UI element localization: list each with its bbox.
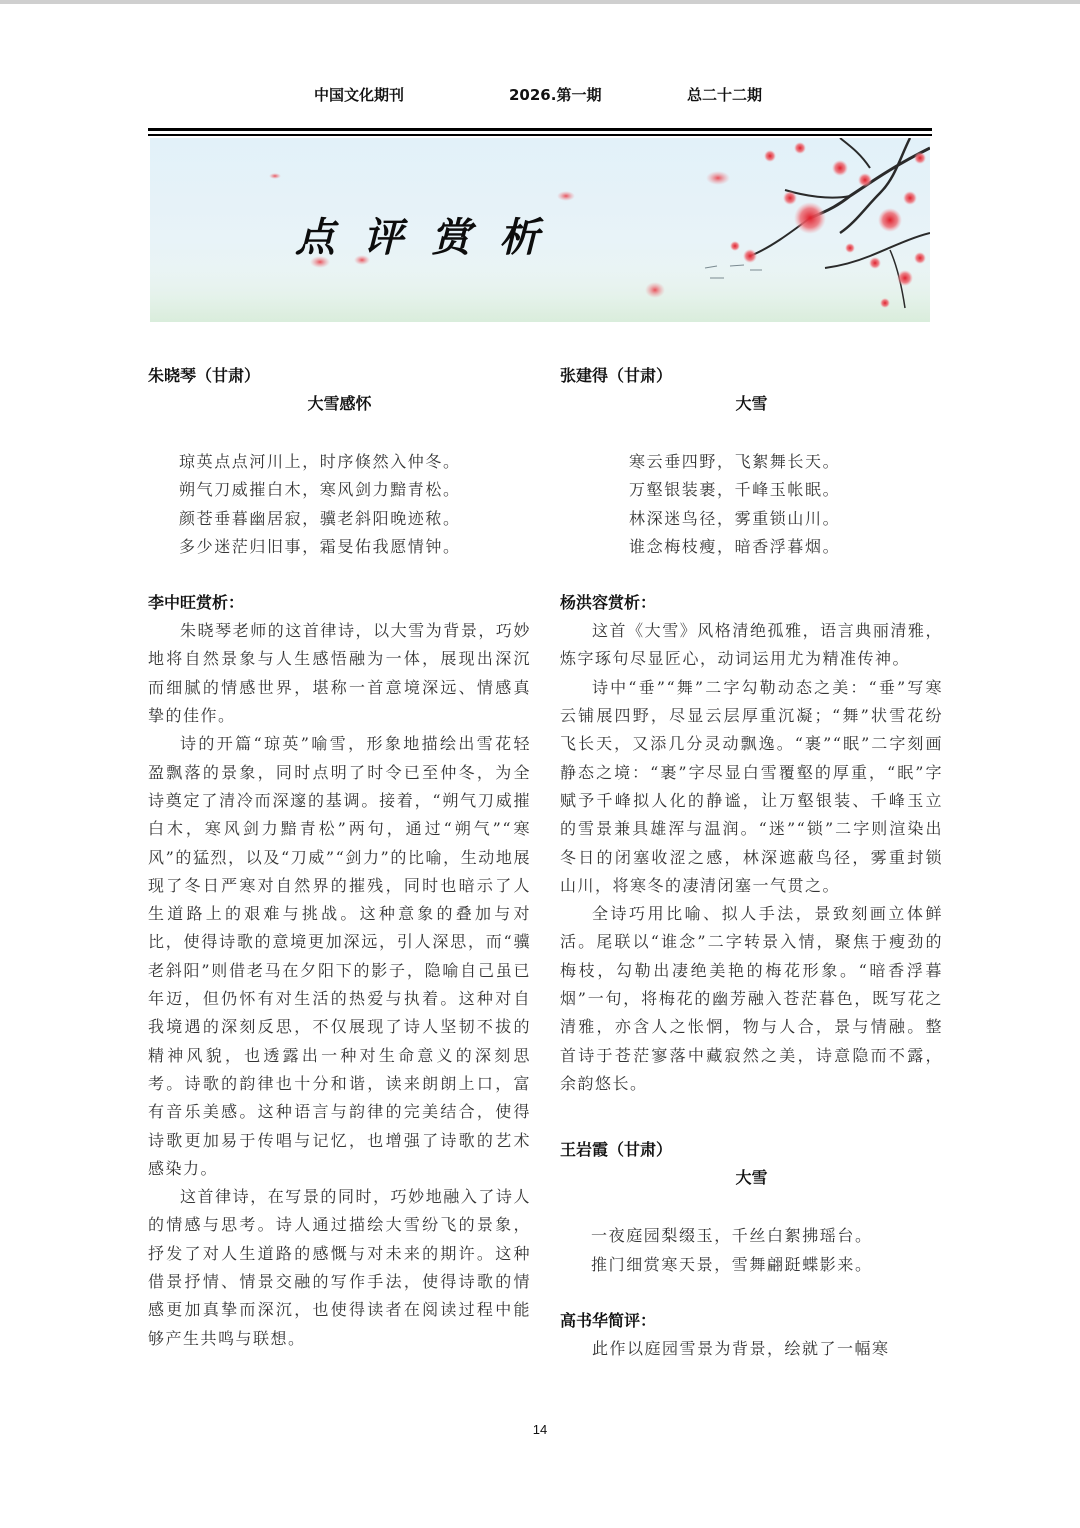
poem-line: 琼英点点河川上，时序倏然入仲冬。	[179, 452, 461, 471]
masthead	[0, 84, 1080, 106]
poem-line: 推门细赏寒天景，雪舞翩跹蝶影来。	[591, 1254, 873, 1274]
poem-author: 朱晓琴（甘肃）	[148, 366, 261, 385]
poem-line: 朔气刀威摧白木，寒风剑力黯青松。	[179, 480, 461, 500]
review-paragraph: 这首律诗，在写景的同时，巧妙地融入了诗人的情感与思考。诗人通过描绘大雪纷飞的景象，抒发了对人生道路的感慨与对未来的期许。这种借景抒情、情景交融的写作手法，使得诗歌的情感更加真挚而深沉，也使得读者在阅读过程中能够产生共鸣与联想。	[148, 1187, 531, 1348]
review-paragraph: 朱晓琴老师的这首律诗，以大雪为背景，巧妙地将自然景象与人生感悟融为一体，展现出深沉而细腻的情感世界，堪称一首意境深远、情感真挚的佳作。	[148, 621, 531, 726]
header-rule-thick	[148, 128, 932, 131]
review-paragraph: 诗的开篇“琼英”喻雪，形象地描绘出雪花轻盈飘落的景象，同时点明了时令已至仲冬，为全诗奠定了清冷而深邃的基调。接着，“朔气刀威摧白木，寒风剑力黯青松”两句，通过“朔气”“寒风”的猛烈，以及“刀威”“剑力”的比喻，生动地展现了冬日严寒对自然界的摧残，同时也暗示了人生道路上的艰难与挑战。这种意象的叠加与对比，使得诗歌的意境更加深远，引人深思，而“骥老斜阳”则借老马在夕阳下的影子，隐喻自己虽已年迈，但仍怀有对生活的热爱与执着。这种对自我境遇的深刻反思，不仅展现了诗人坚韧不拔的精神风貌，也透露出一种对生命意义的深刻思考。诗歌的韵律也十分和谐，读来朗朗上口，富有音乐美感。这种语言与韵律的完美结合，使得诗歌更加易于传唱与记忆，也增强了诗歌的艺术感染力。	[148, 734, 531, 1178]
poem-line: 寒云垂四野，飞絮舞长天。	[629, 452, 841, 471]
review-heading: 高书华简评：	[560, 1310, 657, 1330]
poem-body	[560, 448, 943, 561]
poem-author: 王岩霞（甘肃）	[560, 1140, 673, 1160]
review-heading: 杨洪容赏析：	[560, 593, 657, 613]
poem-line: 多少迷茫归旧事，霜旻佑我愿情钟。	[179, 536, 461, 556]
issue-number: 2026.第一期	[509, 86, 602, 104]
review-paragraph: 诗中“垂”“舞”二字勾勒动态之美：“垂”写寒云铺展四野，尽显云层厚重沉凝；“舞”状雪花纷飞长天，又添几分灵动飘逸。“裹”“眠”二字刻画静态之境：“裹”字尽显白雪覆壑的厚重，“眠”字赋予千峰拟人化的静谧，让万壑银装、千峰玉立的雪景兼具雄浑与温润。“迷”“锁”二字则渲染出冬日的闭塞收涩之感，林深遮蔽鸟径，雾重封锁山川，将寒冬的凄清闭塞一气贯之。	[560, 677, 943, 895]
poem-body	[560, 1222, 943, 1279]
page-number: 14	[532, 1422, 548, 1437]
journal-name: 中国文化期刊	[314, 86, 405, 104]
poem-line: 林深迷鸟径，雾重锁山川。	[629, 508, 841, 528]
section-banner	[150, 138, 930, 322]
poem-line: 谁念梅枝瘦，暗香浮暮烟。	[629, 536, 841, 556]
poem-line: 一夜庭园梨缀玉，千丝白絮拂瑶台。	[591, 1226, 873, 1246]
review-paragraph: 这首《大雪》风格清绝孤雅，语言典丽清雅，炼字琢句尽显匠心，动词运用尤为精准传神。	[560, 621, 943, 669]
header-rule-thin	[148, 134, 932, 136]
poem-author: 张建得（甘肃）	[560, 366, 673, 385]
poem-title: 大雪	[735, 1168, 768, 1188]
total-issue: 总二十二期	[687, 86, 763, 104]
review-paragraph: 全诗巧用比喻、拟人手法，景致刻画立体鲜活。尾联以“谁念”二字转景入情，聚焦于瘦劲的梅枝，勾勒出凄绝美艳的梅花形象。“暗香浮暮烟”一句，将梅花的幽芳融入苍茫暮色，既写花之清雅，亦含人之怅惘，物与人合，景与情融。整首诗于苍茫寥落中藏寂然之美，诗意隐而不露，余韵悠长。	[560, 904, 943, 1093]
right-column	[560, 362, 943, 1363]
top-edge-strip	[0, 0, 1080, 4]
banner-title: 点评赏析	[295, 214, 567, 261]
poem-line: 万壑银装裹，千峰玉帐眠。	[629, 480, 841, 500]
poem-title: 大雪感怀	[307, 394, 372, 413]
review-paragraph: 此作以庭园雪景为背景，绘就了一幅寒	[592, 1338, 890, 1358]
left-column	[148, 362, 531, 1353]
review-heading: 李中旺赏析：	[148, 593, 245, 613]
poem-body	[148, 448, 531, 561]
poem-line: 颜苍垂暮幽居寂，骥老斜阳晚迹秾。	[179, 508, 461, 528]
poem-title: 大雪	[735, 394, 768, 413]
